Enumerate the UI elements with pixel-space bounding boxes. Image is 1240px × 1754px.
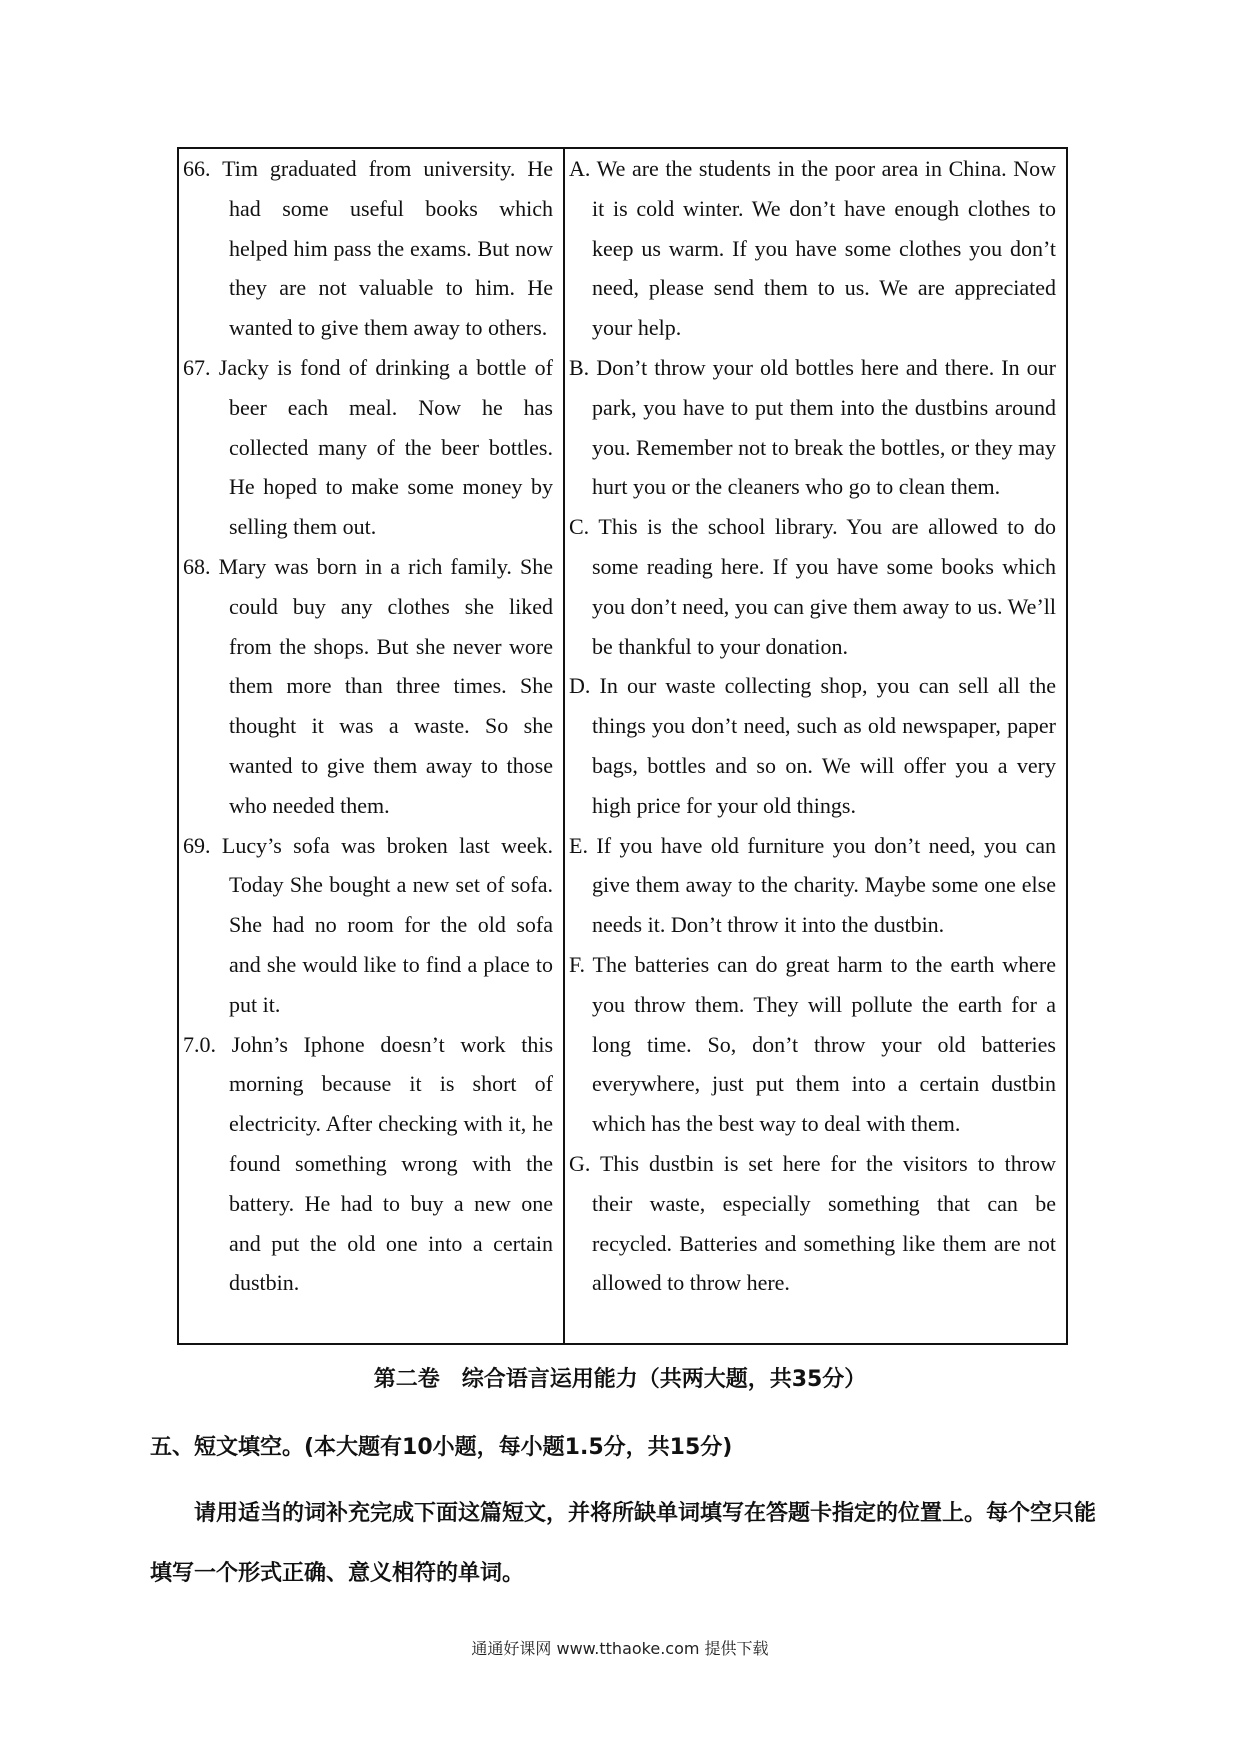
question-68: 68. Mary was born in a rich family. She could buy any clothes she liked from the shops. But she never wore them more than three times. She thought it was a waste. So she wanted to give them away to those who needed them. <box>183 553 553 818</box>
option-b: B. Don’t throw your old bottles here and there. In our park, you have to put them into the dustbins around you. Remember not to break the bottles, or they may hurt you or the cleaners who go to clean them. <box>569 354 1056 500</box>
part-two-title: 第二卷 综合语言运用能力（共两大题，共35分） <box>373 1367 867 1392</box>
options-column <box>565 149 1066 1343</box>
question-66: 66. Tim graduated from university. He had some useful books which helped him pass the exams. But now they are not valuable to him. He wanted to give them away to others. <box>183 156 553 341</box>
page-footer: 通通好课网 www.tthaoke.com 提供下载 <box>471 1639 769 1658</box>
question-69: 69. Lucy’s sofa was broken last week. Today She bought a new set of sofa. She had no room for the old sofa and she would like to find a place to put it. <box>183 832 553 1017</box>
option-d: D. In our waste collecting shop, you can sell all the things you don’t need, such as old newspaper, paper bags, bottles and so on. We will offer you a very high price for your old things. <box>569 673 1057 818</box>
question-67: 67. Jacky is fond of drinking a bottle of beer each meal. Now he has collected many of the beer bottles. He hoped to make some money by selling them out. <box>183 354 553 540</box>
option-e: E. If you have old furniture you don’t need, you can give them away to the charity. Maybe some one else needs it. Don’t throw it into the dustbin. <box>569 832 1056 938</box>
section-instructions: 请用适当的词补充完成下面这篇短文，并将所缺单词填写在答题卡指定的位置上。每个空只能填写一个形式正确、意义相符的单词。 <box>150 1501 1097 1586</box>
questions-column <box>179 149 565 1343</box>
question-70: 7.0. John’s Iphone doesn’t work this morning because it is short of electricity. After checking with it, he found something wrong with the battery. He had to buy a new one and put the old one into a certain dustbin. <box>183 1031 554 1296</box>
matching-table <box>177 147 1068 1345</box>
option-f: F. The batteries can do great harm to the earth where you throw them. They will pollute the earth for a long time. So, don’t throw your old batteries everywhere, just put them into a certain dustbin which has the best way to deal with them. <box>569 951 1056 1137</box>
option-g: G. This dustbin is set here for the visitors to throw their waste, especially something that can be recycled. Batteries and something like them are not allowed to throw here. <box>569 1150 1056 1296</box>
option-c: C. This is the school library. You are allowed to do some reading here. If you have some books which you don’t need, you can give them away to us. We’ll be thankful to your donation. <box>569 514 1056 659</box>
section-five-title: 五、短文填空。(本大题有10小题，每小题1.5分，共15分) <box>150 1435 733 1460</box>
option-a: A. We are the students in the poor area in China. Now it is cold winter. We don’t have enough clothes to keep us warm. If you have some clothes you don’t need, please send them to us. We are appreciated your help. <box>569 156 1056 341</box>
